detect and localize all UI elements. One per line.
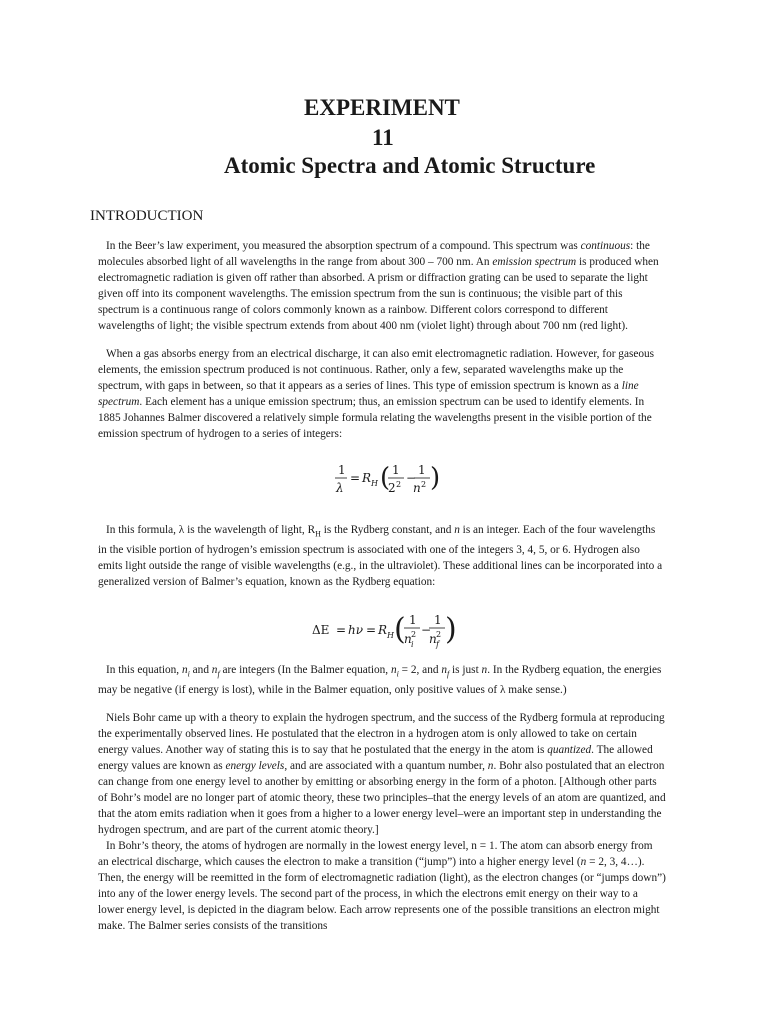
rydberg-equation (0, 604, 768, 654)
svg-text:−: − (421, 623, 432, 637)
paragraph-bohr-theory: Niels Bohr came up with a theory to explain the hydrogen spectrum, and the success of the Rydberg formula at reproducing the experimentally observed lines. He postulated that the electron in a hydrogen atom is only allowed to take on certain energy values. Another way of stating this is to say that he postulated that the energy in the atom is quantized. The allowed energy values are known as energy levels, and are associated with a quantum number, n. Bohr also postulated that an electron can change from one energy level to another by emitting or absorbing energy in the form of a photon. [Although other parts of Bohr’s model are no longer part of atomic theory, these two principles–that the energy levels of an atom are quantized, and that the atom emits radiation when it goes from a higher to a lower energy level–were an important step in understanding the hydrogen spectrum, and are part of the current atomic theory.] (98, 712, 666, 836)
title-experiment: EXPERIMENT (304, 95, 460, 120)
svg-text:2: 2 (411, 630, 417, 639)
svg-text:ΔE: ΔE (312, 623, 330, 637)
svg-text:H: H (387, 631, 394, 640)
svg-text:i: i (411, 640, 414, 649)
svg-text:(: ( (394, 612, 406, 647)
svg-text:λ: λ (336, 481, 344, 495)
svg-text:n: n (429, 632, 437, 646)
svg-text:hν: hν (348, 623, 364, 637)
section-heading-introduction: INTRODUCTION (90, 208, 204, 224)
svg-text:(: ( (380, 463, 391, 493)
svg-text:=: = (336, 623, 347, 637)
paragraph-line-spectrum: When a gas absorbs energy from an electrical discharge, it can also emit electromagnetic radiation. However, for gaseous elements, the emission spectrum produced is not continuous. Rather, only a few, separated wavelengths make up the spectrum, with gaps in between, so that it appears as a series of lines. This type of emission spectrum is known as a line spectrum. Each element has a unique emission spectrum; thus, an emission spectrum can be used to identify elements. In 1885 Johannes Balmer discovered a relatively simple formula relating the wavelengths present in the visible portion of the emission spectrum of hydrogen to a series of integers: (98, 348, 655, 440)
svg-text:n: n (413, 481, 421, 495)
title-number: 11 (372, 125, 394, 150)
svg-text:R: R (378, 623, 388, 637)
svg-text:−: − (406, 471, 417, 485)
paragraph-rydberg-intro: In this formula, λ is the wavelength of light, $R_H$ is the Rydberg constant, and n is an integer. Each of the four wavelengths in the visible portion of hydrogen’s emission spectrum is associated with one of the integers 3, 4, 5, or 6. Hydrogen also emits light outside the range of visible wavelengths (e.g., in the ultraviolet). These additional lines can be incorporated into a generalized version of Balmer’s equation, known as the Rydberg equation: (98, 524, 663, 589)
svg-text:=: = (366, 623, 377, 637)
paragraph-bohr-transitions: In Bohr’s theory, the atoms of hydrogen are normally in the lowest energy level, n = 1. The atom can absorb energy from an electrical discharge, which causes the electron to make a transition (“jump”) into a higher energy level (n = 2, 3, 4…). Then, the energy will be reemitted in the form of electromagnetic radiation (light), as the electron changes (or “jumps down”) into any of the lower energy levels. The second part of the process, in which the electrons emit energy on their way to a lower energy level, is depicted in the diagram below. Each arrow represents one of the possible transitions an electron might make. The Balmer series consists of the transitions (98, 840, 666, 932)
title-subject: Atomic Spectra and Atomic Structure (224, 153, 596, 178)
svg-text:2: 2 (396, 480, 402, 489)
svg-text:n: n (404, 632, 412, 646)
svg-text:H: H (371, 479, 378, 488)
svg-text:2: 2 (436, 630, 442, 639)
paragraph-beers-law: In the Beer’s law experiment, you measured the absorption spectrum of a compound. This spectrum was continuous: the molecules absorbed light of all wavelengths in the range from about 300 – 700 nm. An emission spectrum is produced when electromagnetic radiation is given off rather than absorbed. A prism or diffraction grating can be used to separate the light given off into its component wavelengths. The emission spectrum from the sun is continuous; the visible part of this spectrum is a continuous range of colors commonly known as a rainbow. Different colors correspond to different wavelengths of light; the visible spectrum extends from about 400 nm (violet light) through about 700 nm (red light). (98, 240, 659, 332)
svg-text:1: 1 (434, 613, 442, 627)
paragraph-ni-nf: In this equation, $n_i$ and $n_f$ are integers (In the Balmer equation, $n_i = 2$, and $n_f$ is just n. In the Rydberg equation, the energies may be negative (if energy is lost), while in the Balmer equation, only positive values of λ make sense.) (98, 664, 662, 697)
svg-text:R: R (362, 471, 372, 485)
balmer-equation (0, 458, 768, 502)
svg-text:): ) (430, 463, 441, 493)
svg-text:1: 1 (338, 463, 346, 477)
svg-text:2: 2 (388, 481, 396, 495)
svg-text:1: 1 (409, 613, 417, 627)
svg-text:1: 1 (392, 463, 400, 477)
svg-text:2: 2 (421, 480, 427, 489)
svg-text:=: = (350, 471, 361, 485)
svg-text:1: 1 (418, 463, 426, 477)
svg-text:f: f (436, 640, 439, 649)
svg-text:): ) (445, 612, 457, 647)
